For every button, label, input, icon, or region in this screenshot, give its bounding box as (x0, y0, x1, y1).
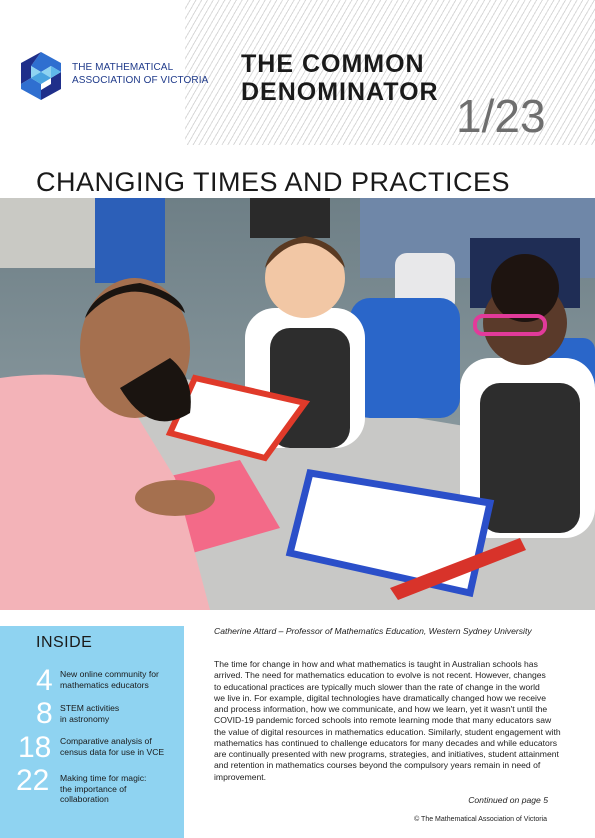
inside-item-page: 4 (36, 664, 53, 697)
article-line: are continually presented with new programs, strategies, and initiatives, student attainment (214, 749, 559, 759)
inside-item-text (60, 669, 159, 690)
inside-item-text-line: in astronomy (60, 713, 110, 724)
article-line: The time for change in how and what mathematics is taught in Australian schools has (214, 659, 538, 669)
inside-item-page: 22 (16, 764, 50, 797)
inside-item-text (60, 736, 164, 757)
inside-item-text-line: collaboration (60, 794, 109, 804)
inside-item-text-line: the importance of (60, 783, 127, 794)
article-line: we live in. For example, digital technologies have dramatically changed how we receive (214, 692, 546, 703)
inside-item-text-line: Making time for magic: (60, 773, 147, 783)
inside-item-page: 8 (36, 697, 53, 730)
copyright-notice: © The Mathematical Association of Victoria (414, 816, 547, 823)
issue-number: 1/23 (456, 90, 546, 142)
continued-link[interactable]: Continued on page 5 (468, 795, 548, 805)
article-line: COVID-19 pandemic forced schools into remote learning mode that many educators saw (214, 715, 552, 726)
inside-title: INSIDE (36, 634, 93, 651)
article-byline: Catherine Attard – Professor of Mathematics Education, Western Sydney University (214, 626, 532, 636)
article-line: mathematics has continued to challenge educators for many decades and while educators (214, 737, 557, 748)
mav-logo-icon (16, 50, 66, 102)
article-line: the value of digital resources in mathematics education. Similarly, student engagement with (214, 726, 561, 737)
article-line: and retention in mathematics courses beyond the compulsory years remain in need of (214, 760, 541, 771)
organisation-name: THE MATHEMATICAL ASSOCIATION OF VICTORIA (72, 62, 209, 86)
article-body (214, 659, 578, 783)
magazine-title-line2: DENOMINATOR (241, 78, 439, 106)
article-line: and process information, how we communicate, and how we learn, yet it wasn't until the (214, 704, 548, 714)
inside-item-text (60, 703, 119, 724)
magazine-title-line1: THE COMMON (241, 50, 425, 78)
masthead (0, 0, 595, 145)
inside-item-page: 18 (18, 731, 52, 764)
inside-item-text (60, 773, 146, 805)
classroom-photo (0, 198, 595, 610)
article-line: to educational practices are typically much slower than the rate of change in the world (214, 681, 540, 692)
inside-panel (0, 626, 184, 838)
article-headline: CHANGING TIMES AND PRACTICES (36, 167, 511, 197)
article-line: arrived. The need for mathematics education to evolve is not recent. However, changes (214, 670, 546, 681)
inside-item-text-line: mathematics educators (60, 679, 149, 690)
inside-item-text-line: census data for use in VCE (60, 746, 165, 757)
article-line: improvement. (214, 771, 267, 782)
inside-item-text-line: STEM activities (60, 703, 120, 713)
magazine-title (241, 50, 439, 106)
inside-item-text-line: New online community for (60, 669, 159, 679)
inside-item-text-line: Comparative analysis of (60, 736, 152, 746)
classroom-photo-illustration (0, 198, 595, 610)
